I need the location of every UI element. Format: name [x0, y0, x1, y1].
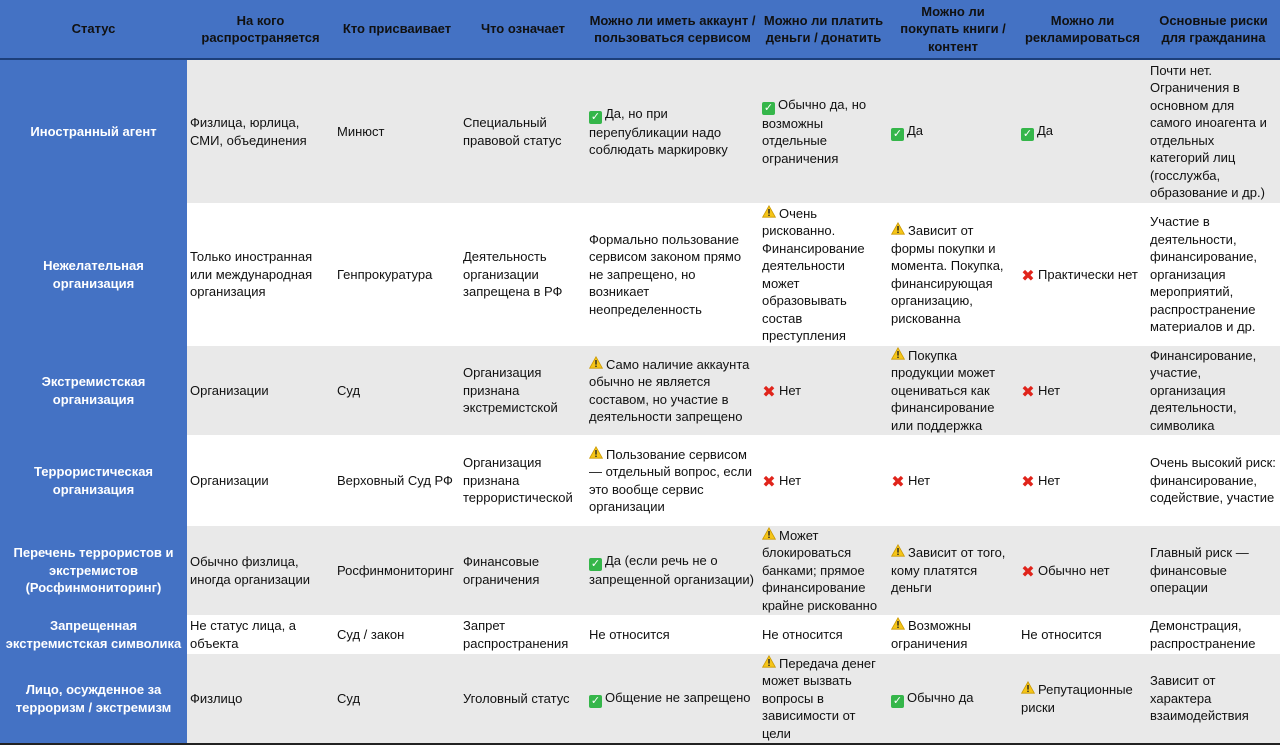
ads-text: Практически нет — [1038, 266, 1138, 282]
assigned-by-cell: Росфинмониторинг — [334, 526, 460, 615]
assigned-by-cell: Минюст — [334, 59, 460, 203]
applies-to-cell: Физлицо — [187, 654, 334, 744]
ads-cell — [1018, 435, 1147, 526]
account-cell — [586, 203, 759, 346]
applies-to-cell: Обычно физлица, иногда организации — [187, 526, 334, 615]
check-mark-icon: ✓ — [590, 695, 601, 707]
applies-to-cell: Организации — [187, 346, 334, 435]
check-mark-icon: ✓ — [590, 110, 601, 123]
cross-mark-icon: ✖ — [1021, 267, 1035, 285]
content-text: Возможны ограничения — [891, 618, 971, 651]
check-mark-icon: ✓ — [1022, 128, 1033, 140]
ads-cell — [1018, 526, 1147, 615]
payments-text: Не относится — [762, 626, 843, 642]
content-text: Покупка продукции может оцениваться как финансирование или поддержка — [891, 347, 996, 433]
column-header: Можно ли рекламироваться — [1018, 0, 1147, 59]
check-mark-icon: ✓ — [590, 558, 601, 571]
warning-icon — [762, 655, 776, 668]
column-header: Кто присваивает — [334, 0, 460, 59]
account-text: Да (если речь не о запрещенной организации) — [589, 553, 755, 588]
cross-mark-icon: ✖ — [762, 383, 776, 401]
meaning-cell: Специальный правовой статус — [460, 59, 586, 203]
warning-icon — [891, 222, 905, 235]
table-row — [0, 435, 1280, 526]
column-header: Можно ли платить деньги / донатить — [759, 0, 888, 59]
content-cell — [888, 435, 1018, 526]
column-header: Можно ли иметь аккаунт / пользоваться сервисом — [586, 0, 759, 59]
ads-cell — [1018, 59, 1147, 203]
risks-cell: Участие в деятельности, финансирование, организация мероприятий, распространение материалов и др. — [1147, 203, 1280, 346]
ads-text: Нет — [1038, 382, 1061, 398]
status-cell: Нежелательная организация — [0, 203, 187, 346]
cross-mark-icon: ✖ — [1021, 563, 1035, 581]
applies-to-cell: Организации — [187, 435, 334, 526]
status-cell: Лицо, осужденное за терроризм / экстремизм — [0, 654, 187, 744]
payments-cell — [759, 203, 888, 346]
account-text: Само наличие аккаунта обычно не является составом, но участие в деятельности запрещено — [589, 356, 750, 424]
account-text: Не относится — [589, 626, 670, 642]
warning-icon — [589, 446, 603, 459]
assigned-by-cell: Суд — [334, 654, 460, 744]
payments-cell — [759, 526, 888, 615]
warning-icon — [762, 205, 776, 218]
applies-to-cell: Не статус лица, а объекта — [187, 615, 334, 654]
content-cell — [888, 654, 1018, 744]
column-header: Можно ли покупать книги / контент — [888, 0, 1018, 59]
ads-text: Обычно нет — [1038, 562, 1110, 578]
payments-cell — [759, 615, 888, 654]
ads-text: Не относится — [1021, 626, 1102, 642]
applies-to-cell: Только иностранная или международная организация — [187, 203, 334, 346]
warning-icon — [589, 356, 603, 369]
ads-text: Нет — [1038, 472, 1061, 488]
table-row — [0, 615, 1280, 654]
risks-cell: Демонстрация, распространение — [1147, 615, 1280, 654]
risks-cell: Финансирование, участие, организация деятельности, символика — [1147, 346, 1280, 435]
warning-icon — [762, 527, 776, 540]
cross-mark-icon: ✖ — [762, 473, 776, 491]
table-row — [0, 526, 1280, 615]
meaning-cell: Уголовный статус — [460, 654, 586, 744]
status-cell: Запрещенная экстремистская символика — [0, 615, 187, 654]
ads-cell — [1018, 615, 1147, 654]
column-header: Статус — [0, 0, 187, 59]
meaning-cell: Финансовые ограничения — [460, 526, 586, 615]
status-cell: Экстремистская организация — [0, 346, 187, 435]
status-cell: Перечень террористов и экстремистов (Росфинмониторинг) — [0, 526, 187, 615]
status-cell: Иностранный агент — [0, 59, 187, 203]
cross-mark-icon: ✖ — [1021, 473, 1035, 491]
table-row — [0, 59, 1280, 203]
account-cell — [586, 615, 759, 654]
column-header: На кого распространяется — [187, 0, 334, 59]
content-text: Нет — [908, 472, 931, 488]
meaning-cell: Запрет распространения — [460, 615, 586, 654]
account-text: Да, но при перепубликации надо соблюдать маркировку — [589, 105, 728, 157]
cross-mark-icon: ✖ — [1021, 383, 1035, 401]
applies-to-cell: Физлица, юрлица, СМИ, объединения — [187, 59, 334, 203]
table-row — [0, 203, 1280, 346]
warning-icon — [891, 347, 905, 360]
content-cell — [888, 203, 1018, 346]
account-cell — [586, 526, 759, 615]
column-header: Основные риски для гражданина — [1147, 0, 1280, 59]
header-row — [0, 0, 1280, 59]
risks-cell: Зависит от характера взаимодействия — [1147, 654, 1280, 744]
content-cell — [888, 526, 1018, 615]
account-text: Пользование сервисом — отдельный вопрос, если это вообще сервис организации — [589, 446, 753, 514]
content-text: Да — [907, 123, 924, 138]
content-cell — [888, 59, 1018, 203]
content-cell — [888, 615, 1018, 654]
assigned-by-cell: Суд — [334, 346, 460, 435]
column-header: Что означает — [460, 0, 586, 59]
risks-cell: Очень высокий риск: финансирование, содействие, участие — [1147, 435, 1280, 526]
content-text: Обычно да — [907, 690, 974, 705]
payments-cell — [759, 654, 888, 744]
risks-cell: Почти нет. Ограничения в основном для самого иноагента и отдельных категорий лиц (госслужба, образование и др.) — [1147, 59, 1280, 203]
warning-icon — [891, 544, 905, 557]
account-cell — [586, 59, 759, 203]
ads-text: Да — [1037, 123, 1054, 138]
ads-text: Репутационные риски — [1021, 682, 1133, 715]
payments-text: Передача денег может вызвать вопросы в зависимости от цели — [762, 655, 876, 741]
payments-text: Очень рискованно. Финансирование деятельности может образовывать состав преступления — [762, 205, 865, 343]
meaning-cell: Организация признана экстремистской — [460, 346, 586, 435]
account-text: Общение не запрещено — [605, 690, 751, 705]
ads-cell — [1018, 654, 1147, 744]
account-cell — [586, 346, 759, 435]
payments-text: Нет — [779, 472, 802, 488]
check-mark-icon: ✓ — [892, 128, 903, 140]
warning-icon — [1021, 681, 1035, 694]
payments-text: Обычно да, но возможны отдельные ограничения — [762, 96, 867, 166]
check-mark-icon: ✓ — [763, 101, 774, 114]
assigned-by-cell: Генпрокуратура — [334, 203, 460, 346]
meaning-cell: Деятельность организации запрещена в РФ — [460, 203, 586, 346]
payments-cell — [759, 346, 888, 435]
payments-text: Может блокироваться банками; прямое финансирование крайне рискованно — [762, 527, 878, 613]
assigned-by-cell: Верховный Суд РФ — [334, 435, 460, 526]
meaning-cell: Организация признана террористической — [460, 435, 586, 526]
content-cell — [888, 346, 1018, 435]
payments-text: Нет — [779, 382, 802, 398]
account-cell — [586, 435, 759, 526]
payments-cell — [759, 59, 888, 203]
warning-icon — [891, 617, 905, 630]
status-cell: Террористическая организация — [0, 435, 187, 526]
risks-cell: Главный риск — финансовые операции — [1147, 526, 1280, 615]
table-row — [0, 346, 1280, 435]
ads-cell — [1018, 203, 1147, 346]
check-mark-icon: ✓ — [892, 695, 903, 707]
payments-cell — [759, 435, 888, 526]
content-text: Зависит от того, кому платятся деньги — [891, 545, 1006, 596]
ads-cell — [1018, 346, 1147, 435]
content-text: Зависит от формы покупки и момента. Покупка, финансирующая организацию, рискованна — [891, 223, 1004, 326]
account-cell — [586, 654, 759, 744]
account-text: Формально пользование сервисом законом прямо не запрещено, но возникает неопределенность — [589, 231, 742, 317]
table-row — [0, 654, 1280, 744]
cross-mark-icon: ✖ — [891, 473, 905, 491]
assigned-by-cell: Суд / закон — [334, 615, 460, 654]
